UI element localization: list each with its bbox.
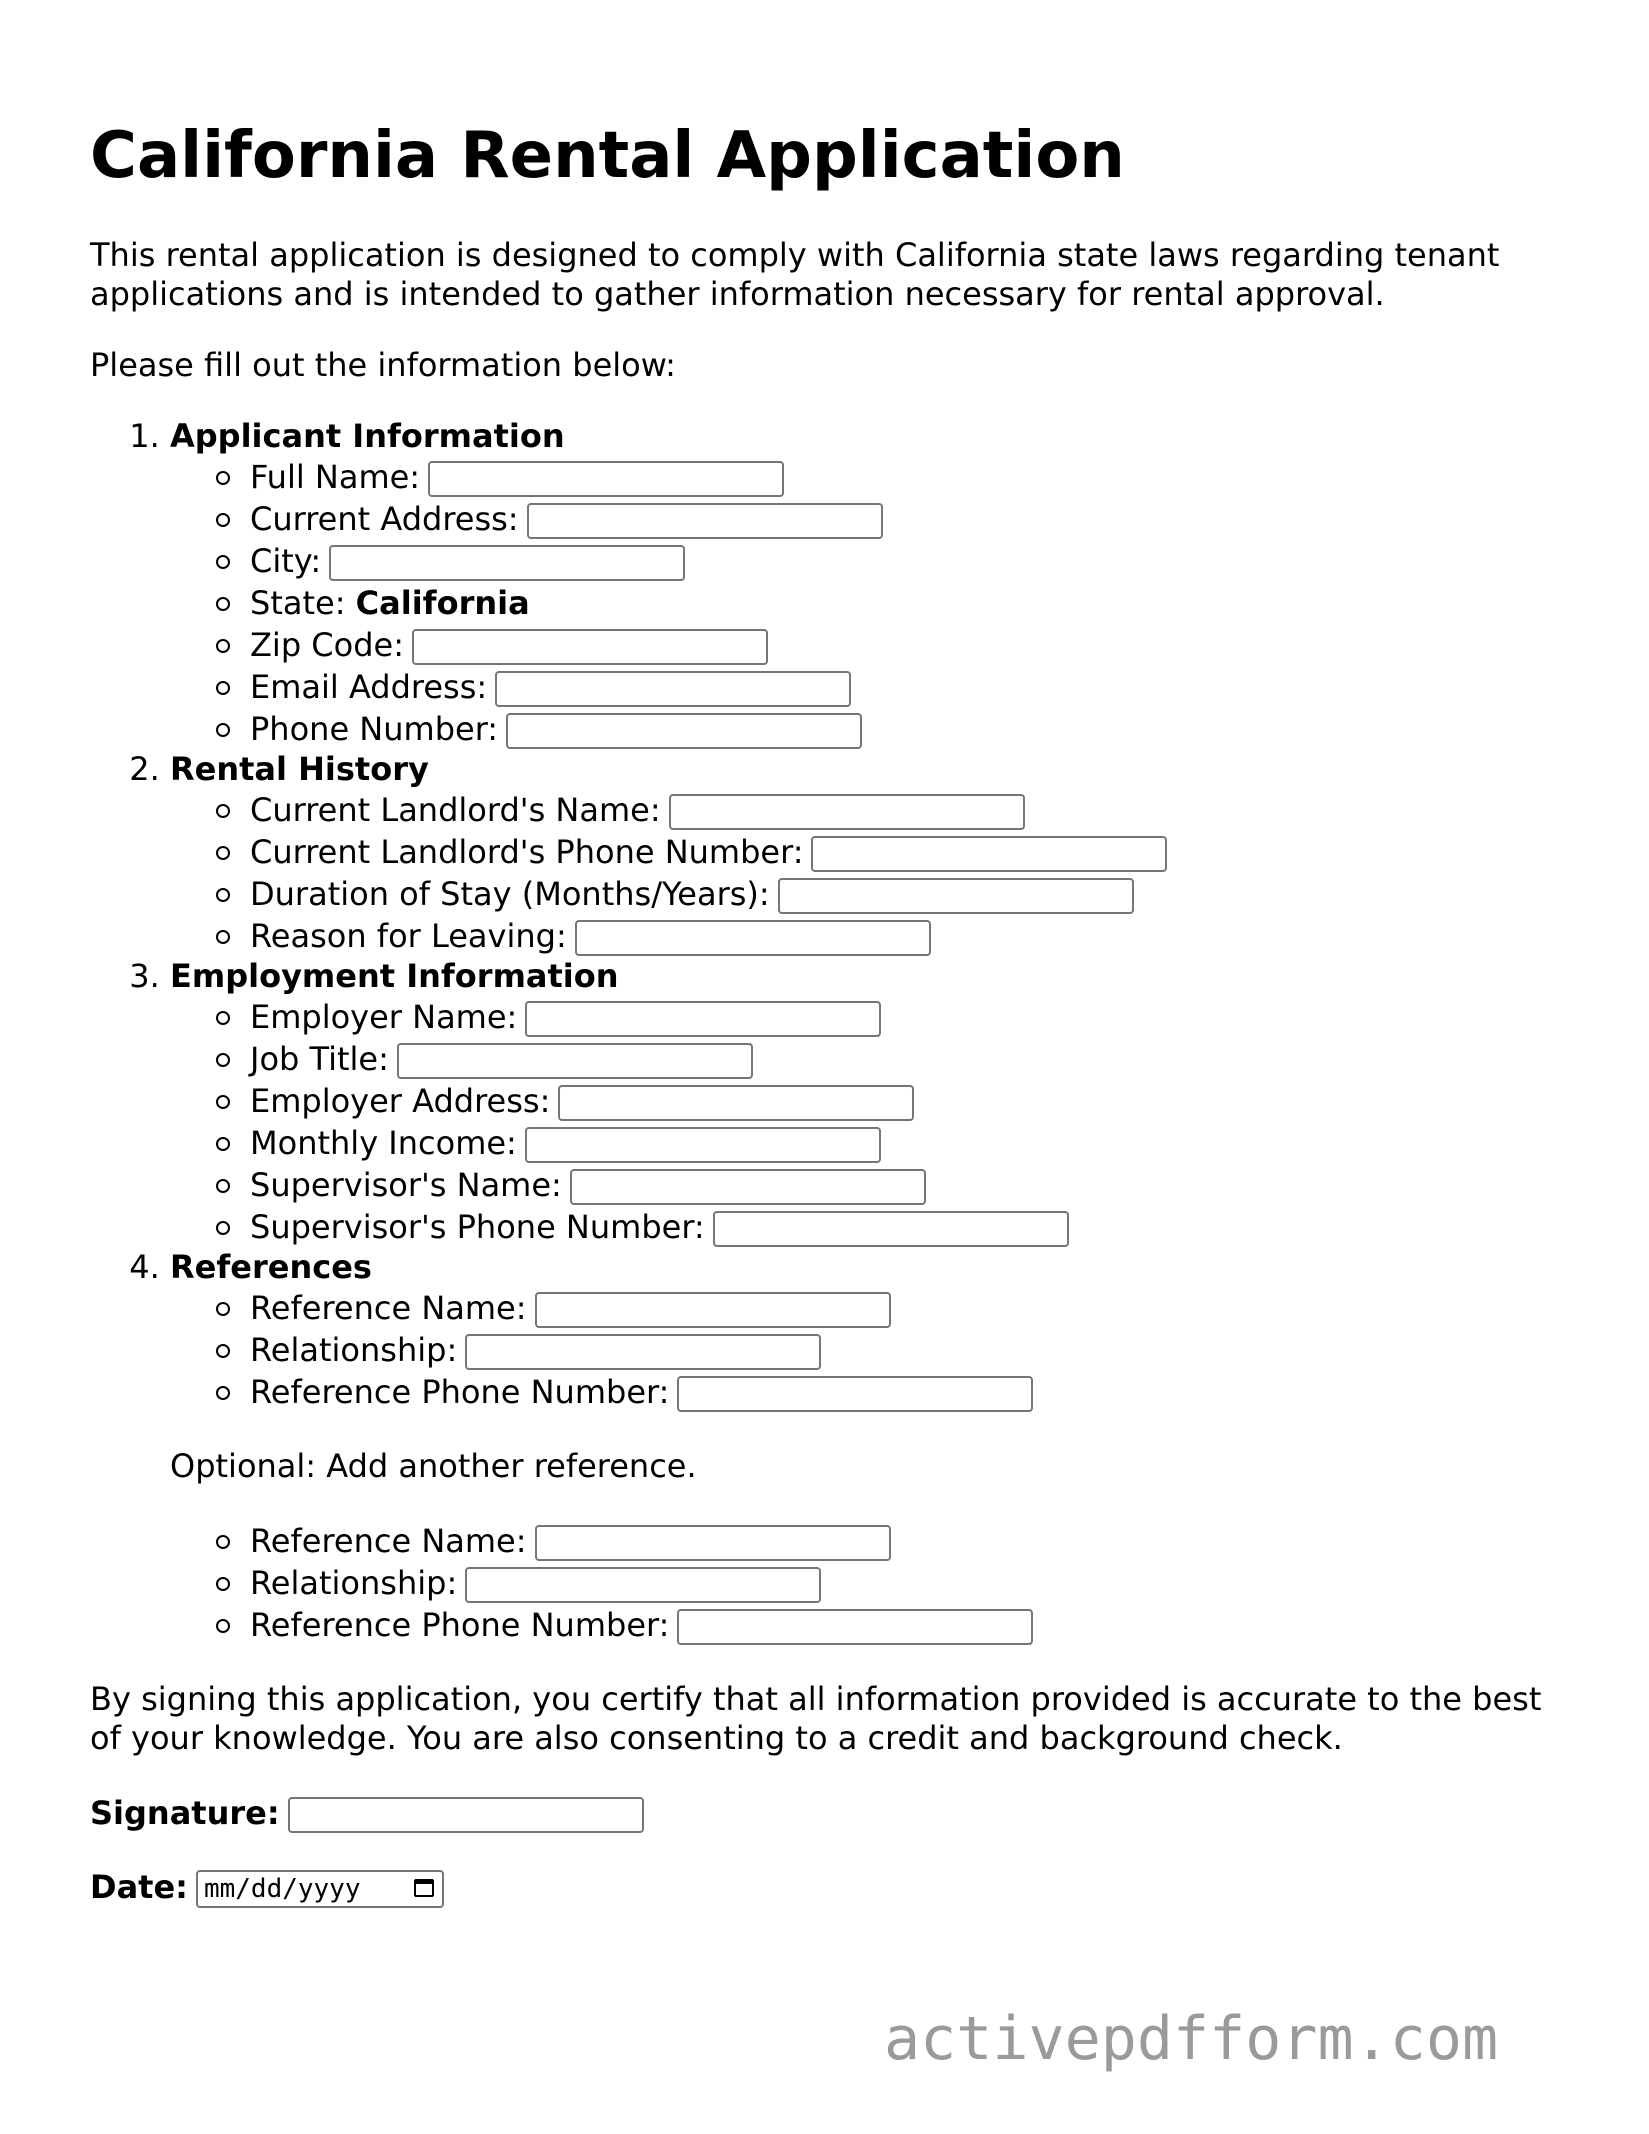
- field-label: Relationship:: [250, 1331, 458, 1369]
- field-row: [250, 996, 1570, 1038]
- reason-for-leaving-input[interactable]: [575, 920, 931, 956]
- reference-phone-input[interactable]: [677, 1376, 1033, 1412]
- field-label: Current Landlord's Phone Number:: [250, 833, 804, 871]
- field-row: [250, 666, 1570, 708]
- certification-text: By signing this application, you certify that all information provided is accurate to the best of your knowledge. You are also consenting to a credit and background check.: [90, 1680, 1542, 1757]
- date-row: [90, 1866, 1570, 1908]
- form-page: [90, 0, 1570, 1908]
- section-applicant-information: [170, 417, 1570, 750]
- calendar-icon[interactable]: [414, 1879, 434, 1897]
- section-references: [170, 1248, 1570, 1646]
- signature-label: Signature:: [90, 1794, 280, 1832]
- field-label: Supervisor's Phone Number:: [250, 1208, 705, 1246]
- field-row: [250, 915, 1570, 957]
- landlord-phone-input[interactable]: [811, 836, 1167, 872]
- field-label: Monthly Income:: [250, 1124, 517, 1162]
- signature-row: [90, 1792, 1570, 1834]
- field-row: [250, 789, 1570, 831]
- field-label: Reference Name:: [250, 1522, 527, 1560]
- optional-reference-note: Optional: Add another reference.: [170, 1447, 697, 1485]
- date-input[interactable]: [196, 1870, 444, 1908]
- field-list: [170, 789, 1570, 957]
- section-rental-history: [170, 750, 1570, 957]
- page-title: California Rental Application: [90, 119, 1125, 193]
- field-label: Job Title:: [250, 1040, 389, 1078]
- current-address-input[interactable]: [527, 503, 883, 539]
- field-label: Employer Address:: [250, 1082, 551, 1120]
- field-label: State:: [250, 584, 346, 622]
- field-row: [250, 1520, 1570, 1562]
- field-row: [250, 1562, 1570, 1604]
- field-row: [250, 708, 1570, 750]
- email-address-input[interactable]: [495, 671, 851, 707]
- state-value: California: [355, 584, 530, 622]
- watermark: activepdfform.com: [884, 2004, 1499, 2074]
- field-label: Relationship:: [250, 1564, 458, 1602]
- field-row: [250, 1122, 1570, 1164]
- section-employment-information: [170, 957, 1570, 1248]
- full-name-input[interactable]: [428, 461, 784, 497]
- field-row: [250, 873, 1570, 915]
- field-row: [250, 540, 1570, 582]
- supervisor-phone-input[interactable]: [713, 1211, 1069, 1247]
- field-list: [170, 1520, 1570, 1646]
- field-row: [250, 1604, 1570, 1646]
- field-label: Reference Phone Number:: [250, 1606, 670, 1644]
- section-title: References: [170, 1248, 372, 1286]
- landlord-name-input[interactable]: [669, 794, 1025, 830]
- field-label: Full Name:: [250, 458, 421, 496]
- field-row: [250, 1080, 1570, 1122]
- field-row: [250, 582, 1570, 624]
- field-label: Reference Name:: [250, 1289, 527, 1327]
- intro-text: This rental application is designed to comply with California state laws regarding tenant applications and is intended to gather information necessary for rental approval.: [90, 236, 1500, 313]
- supervisor-name-input[interactable]: [570, 1169, 926, 1205]
- phone-number-input[interactable]: [506, 713, 862, 749]
- field-row: [250, 1287, 1570, 1329]
- relationship-input[interactable]: [465, 1334, 821, 1370]
- employer-address-input[interactable]: [558, 1085, 914, 1121]
- section-title: Applicant Information: [170, 417, 565, 455]
- field-label: Zip Code:: [250, 626, 404, 664]
- fill-prompt: Please fill out the information below:: [90, 346, 676, 384]
- reference-2-phone-input[interactable]: [677, 1609, 1033, 1645]
- date-placeholder: mm/dd/yyyy: [203, 1874, 361, 1904]
- field-row: [250, 498, 1570, 540]
- employer-name-input[interactable]: [525, 1001, 881, 1037]
- field-label: Current Address:: [250, 500, 519, 538]
- field-label: City:: [250, 542, 322, 580]
- section-title: Rental History: [170, 750, 429, 788]
- duration-of-stay-input[interactable]: [778, 878, 1134, 914]
- field-list: [170, 996, 1570, 1248]
- city-input[interactable]: [329, 545, 685, 581]
- field-row: [250, 624, 1570, 666]
- field-row: [250, 1206, 1570, 1248]
- reference-2-relationship-input[interactable]: [465, 1567, 821, 1603]
- job-title-input[interactable]: [397, 1043, 753, 1079]
- field-label: Reason for Leaving:: [250, 917, 567, 955]
- field-label: Duration of Stay (Months/Years):: [250, 875, 770, 913]
- field-row: [250, 831, 1570, 873]
- field-row: [250, 1038, 1570, 1080]
- field-row: [250, 1329, 1570, 1371]
- field-label: Email Address:: [250, 668, 488, 706]
- sections-list: [90, 417, 1570, 1646]
- field-list: [170, 1287, 1570, 1413]
- field-label: Reference Phone Number:: [250, 1373, 670, 1411]
- field-label: Supervisor's Name:: [250, 1166, 562, 1204]
- section-title: Employment Information: [170, 957, 619, 995]
- field-row: [250, 1164, 1570, 1206]
- field-label: Phone Number:: [250, 710, 499, 748]
- field-row: [250, 456, 1570, 498]
- signature-input[interactable]: [288, 1797, 644, 1833]
- monthly-income-input[interactable]: [525, 1127, 881, 1163]
- field-label: Current Landlord's Name:: [250, 791, 661, 829]
- field-row: [250, 1371, 1570, 1413]
- zip-code-input[interactable]: [412, 629, 768, 665]
- date-label: Date:: [90, 1868, 188, 1906]
- reference-name-input[interactable]: [535, 1292, 891, 1328]
- field-list: [170, 456, 1570, 750]
- field-label: Employer Name:: [250, 998, 518, 1036]
- reference-2-name-input[interactable]: [535, 1525, 891, 1561]
